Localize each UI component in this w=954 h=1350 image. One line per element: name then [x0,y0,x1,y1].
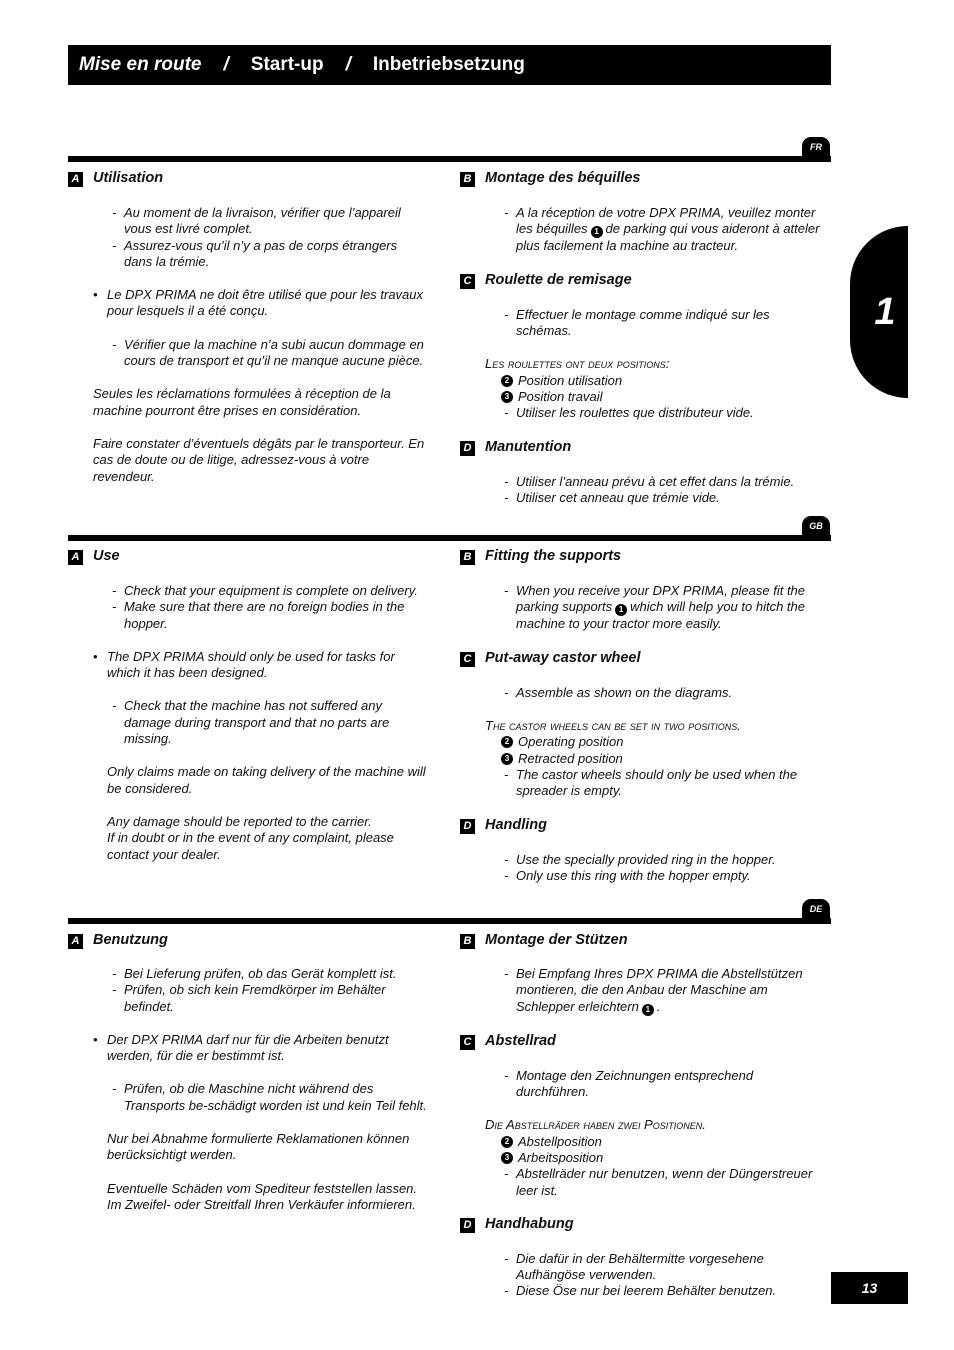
list-item: - Make sure that there are no foreign bodies in the hopper. [112,599,428,632]
de-b-title: Montage der Stützen [485,932,628,948]
fr-d-heading [460,439,820,457]
lang-tab-gb: GB [802,516,830,536]
fr-d-title: Manutention [485,438,572,455]
list-item: 3 Position travail [460,389,820,405]
list-item: - Assemble as shown on the diagrams. [504,685,820,701]
list-item: - Effectuer le montage comme indiqué sur les schémas. [504,307,820,340]
de-b-heading [460,932,820,950]
fr-b-list [460,205,820,255]
list-item: - Diese Öse nur bei leerem Behälter benutzen. [504,1283,820,1299]
list-item: - Abstellräder nur benutzen, wenn der Düngerstreuer leer ist. [504,1166,820,1199]
section-letter: D [460,441,475,456]
gb-c-list2 [460,767,820,800]
gb-a-bullet: • The DPX PRIMA should only be used for tasks for which it has been designed. [68,649,428,682]
gb-c-title: Put-away castor wheel [485,649,641,666]
list-item: - Utiliser cet anneau que trémie vide. [504,490,820,506]
fr-c-list2 [460,405,820,421]
de-c-list1 [460,1068,820,1101]
de-c-list2 [460,1166,820,1199]
gb-a-para3: If in doubt or in the event of any complaint, please contact your dealer. [107,830,394,862]
section-letter: D [460,819,475,834]
fr-column-left [68,170,428,485]
de-d-heading [460,1216,820,1234]
section-letter: C [460,652,475,667]
title-gb: Start-up [250,54,324,75]
list-item: 3 Retracted position [460,751,820,767]
gb-c-list1 [460,685,820,701]
gb-a-list1 [68,583,428,632]
number-circle-icon: 1 [591,226,603,238]
section-letter: A [68,550,83,565]
lang-tab-de: DE [802,899,830,919]
section-letter: B [460,934,475,949]
number-circle-icon: 2 [501,736,513,748]
de-c-heading [460,1033,820,1051]
list-item: - Check that the machine has not suffered any damage during transport and that no parts are missing. [112,698,428,747]
fr-c-subtitle: Les roulettes ont deux positions: [485,356,670,372]
de-a-para3: Im Zweifel- oder Streitfall Ihren Verkäufer informieren. [107,1196,416,1212]
list-item: - Assurez-vous qu’il n’y a pas de corps étrangers dans la trémie. [112,238,428,271]
list-item: - Check that your equipment is complete on delivery. [112,583,428,599]
gb-b-heading [460,548,820,566]
gb-column-left [68,548,428,863]
fr-a-list2 [68,337,428,370]
section-letter: B [460,172,475,187]
list-item: 2 Abstellposition [460,1134,820,1150]
de-column-left [68,932,428,1213]
fr-a-para2: Faire constater d’éventuels dégâts par le transporteur. En cas de doute ou de litige, adressez-vous à votre revendeur. [93,435,425,484]
gb-a-list2 [68,698,428,747]
list-item: - Use the specially provided ring in the hopper. [504,852,820,868]
list-item: - Only use this ring with the hopper empty. [504,868,820,884]
list-item: - Prüfen, ob sich kein Fremdkörper im Behälter befindet. [112,982,428,1015]
lang-tab-fr: FR [802,137,830,157]
fr-a-list1 [68,205,428,270]
section-letter: D [460,1218,475,1233]
fr-c-heading [460,272,820,290]
gb-a-heading [68,548,428,566]
number-circle-icon: 1 [642,1004,654,1016]
page-title-bar [68,45,831,85]
gb-c-heading [460,650,820,668]
list-item: - Montage den Zeichnungen entsprechend durchführen. [504,1068,820,1101]
section-letter: C [460,1035,475,1050]
section-letter: C [460,274,475,289]
de-column-right [460,932,820,1300]
fr-column-right [460,170,820,506]
number-circle-icon: 2 [501,1136,513,1148]
number-circle-icon: 3 [501,753,513,765]
gb-column-right [460,548,820,884]
title-de: Inbetriebsetzung [372,54,525,75]
de-a-list1 [68,966,428,1015]
fr-b-heading [460,170,820,188]
list-item: 3 Arbeitsposition [460,1150,820,1166]
list-item: 2 Operating position [460,734,820,750]
section-letter: B [460,550,475,565]
fr-a-bullet: • Le DPX PRIMA ne doit être utilisé que pour les travaux pour lesquels il a été conçu. [68,287,428,320]
de-a-title: Benutzung [93,932,168,948]
gb-a-para2: Any damage should be reported to the carrier. [107,813,372,829]
section-divider-de [68,918,831,924]
number-circle-icon: 3 [501,391,513,403]
de-a-list2 [68,1081,428,1114]
section-divider-gb [68,535,831,541]
list-item: - Utiliser les roulettes que distributeur vide. [504,405,820,421]
gb-d-list [460,852,820,885]
gb-b-list [460,583,820,633]
list-item: 2 Position utilisation [460,373,820,389]
fr-d-list [460,474,820,507]
de-a-bullet: • Der DPX PRIMA darf nur für die Arbeiten benutzt werden, für die er bestimmt ist. [68,1032,428,1065]
section-divider-fr [68,156,831,162]
de-d-title: Handhabung [485,1215,574,1232]
gb-b-title: Fitting the supports [485,548,622,564]
list-item: - A la réception de votre DPX PRIMA, veuillez monter les béquilles 1 de parking qui vous aideront à atteler plus facilement la machine au tracteur. [504,205,820,255]
list-item: - Prüfen, ob die Maschine nicht während des Transports be-schädigt worden ist und kein Teil fehlt. [112,1081,428,1114]
gb-d-title: Handling [485,816,548,833]
list-item: - Utiliser l’anneau prévu à cet effet dans la trémie. [504,474,820,490]
title-separator: / [223,54,229,75]
number-circle-icon: 1 [615,604,627,616]
de-a-heading [68,932,428,950]
gb-c-subtitle: The castor wheels can be set in two positions. [485,718,741,734]
list-item: - Die dafür in der Behältermitte vorgesehene Aufhängöse verwenden. [504,1251,820,1284]
list-item: - Au moment de la livraison, vérifier que l’appareil vous est livré complet. [112,205,428,238]
de-a-para1: Nur bei Abnahme formulierte Reklamationen können berücksichtigt werden. [107,1131,410,1163]
de-d-list [460,1251,820,1300]
list-item: - Vérifier que la machine n’a subi aucun dommage en cours de transport et qu’il ne manque aucune pièce. [112,337,428,370]
fr-c-list1 [460,307,820,340]
list-item: - When you receive your DPX PRIMA, please fit the parking supports 1 which will help you to hitch the machine to your tractor more easily. [504,583,820,633]
de-c-subtitle: Die Abstellräder haben zwei Positionen. [485,1117,706,1133]
page-number: 13 [831,1272,908,1304]
fr-a-para1: Seules les réclamations formulées à réception de la machine pourront être prises en considération. [93,386,391,418]
chapter-tab: 1 [850,226,908,398]
number-circle-icon: 3 [501,1152,513,1164]
title-separator: / [345,54,351,75]
fr-a-heading [68,170,428,188]
fr-b-title: Montage des béquilles [485,170,641,186]
gb-a-para1: Only claims made on taking delivery of the machine will be considered. [107,764,426,796]
fr-a-title: Utilisation [93,170,164,186]
de-a-para2: Eventuelle Schäden vom Spediteur feststellen lassen. [107,1180,418,1196]
title-fr: Mise en route [79,54,202,75]
gb-d-heading [460,817,820,835]
list-item: - Bei Empfang Ihres DPX PRIMA die Abstellstützen montieren, die den Anbau der Maschine am Schlepper erleichtern 1 . [504,966,820,1016]
number-circle-icon: 2 [501,375,513,387]
de-c-title: Abstellrad [485,1032,556,1049]
de-b-list [460,966,820,1016]
section-letter: A [68,172,83,187]
list-item: - Bei Lieferung prüfen, ob das Gerät komplett ist. [112,966,428,982]
gb-a-title: Use [93,548,120,564]
list-item: - The castor wheels should only be used when the spreader is empty. [504,767,820,800]
section-letter: A [68,934,83,949]
fr-c-title: Roulette de remisage [485,271,632,288]
